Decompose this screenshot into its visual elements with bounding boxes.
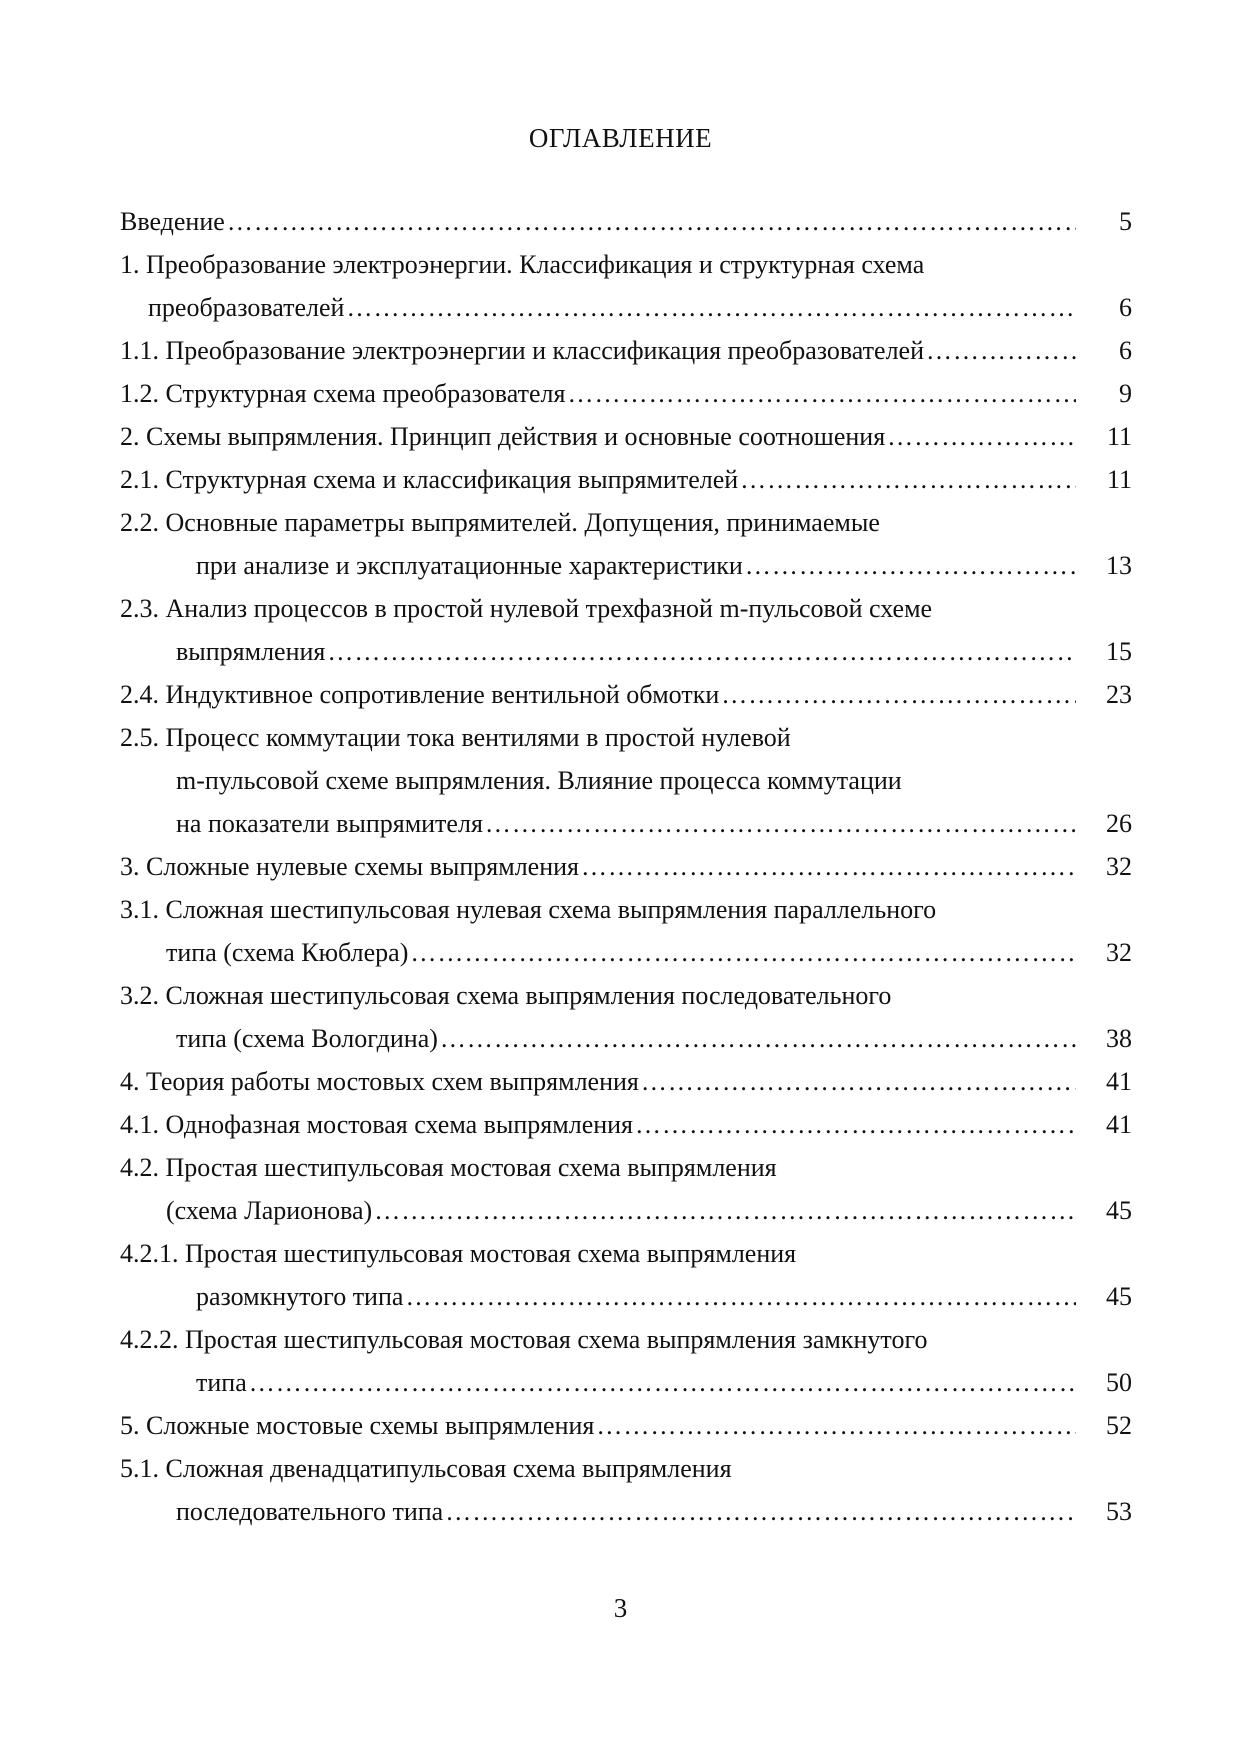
- toc-page-number: 32: [1106, 852, 1132, 881]
- toc-page-number: 45: [1106, 1282, 1132, 1311]
- dot-leader: [721, 673, 1076, 716]
- toc-entry-text: m-пульсовой схеме выпрямления. Влияние процесса коммутации: [176, 766, 902, 795]
- toc-entry-text: 3. Сложные нулевые схемы выпрямления: [120, 852, 580, 881]
- toc-entry-text: 3.1. Сложная шестипульсовая нулевая схема выпрямления параллельного: [120, 895, 937, 924]
- dot-leader: [374, 1189, 1076, 1232]
- toc-entry-2-2[interactable]: [120, 501, 1132, 587]
- dot-leader: [249, 1361, 1076, 1404]
- toc-page-number: 9: [1119, 379, 1132, 408]
- toc-page-number: 41: [1106, 1110, 1132, 1139]
- toc-entry-4-1[interactable]: [120, 1103, 1132, 1146]
- toc-entry-text: на показатели выпрямителя: [176, 809, 483, 838]
- toc-entry-text: 2.1. Структурная схема и классификация выпрямителей: [120, 465, 739, 494]
- toc-entry-2-5[interactable]: [120, 716, 1132, 845]
- toc-entry-text: 4.2. Простая шестипульсовая мостовая схема выпрямления: [120, 1153, 777, 1182]
- toc-entry-3-1[interactable]: [120, 888, 1132, 974]
- toc-entry-text: 5. Сложные мостовые схемы выпрямления: [120, 1411, 595, 1440]
- dot-leader: [926, 329, 1076, 372]
- dot-leader: [596, 1404, 1076, 1447]
- dot-leader: [227, 200, 1076, 243]
- toc-entry-5[interactable]: [120, 1404, 1132, 1447]
- toc-entry-text: 4.2.1. Простая шестипульсовая мостовая схема выпрямления: [120, 1239, 797, 1268]
- toc-entry-3[interactable]: [120, 845, 1132, 888]
- toc-entry-text: 4. Теория работы мостовых схем выпрямления: [120, 1067, 639, 1096]
- toc-entry-text: Введение: [120, 207, 225, 236]
- toc-entry-introduction[interactable]: [120, 200, 1132, 243]
- dot-leader: [635, 1103, 1076, 1146]
- toc-entry-text: 1. Преобразование электроэнергии. Классификация и структурная схема: [120, 250, 925, 279]
- toc-entry-text: 4.1. Однофазная мостовая схема выпрямления: [120, 1110, 634, 1139]
- toc-entry-text: (схема Ларионова): [166, 1196, 373, 1225]
- toc-page-number: 5: [1119, 207, 1132, 236]
- toc-entry-text: 2.4. Индуктивное сопротивление вентильной обмотки: [120, 680, 720, 709]
- dot-leader: [440, 1017, 1076, 1060]
- dot-leader: [581, 845, 1076, 888]
- dot-leader: [641, 1060, 1076, 1103]
- toc-entry-text: 4.2.2. Простая шестипульсовая мостовая схема выпрямления замкнутого: [120, 1325, 928, 1354]
- toc-entry-4[interactable]: [120, 1060, 1132, 1103]
- toc-entry-text: 2.2. Основные параметры выпрямителей. Допущения, принимаемые: [120, 508, 880, 537]
- toc-entry-text: 1.2. Структурная схема преобразователя: [120, 379, 566, 408]
- toc-entry-4-2-2[interactable]: [120, 1318, 1132, 1404]
- toc-entry-text: 2. Схемы выпрямления. Принцип действия и основные соотношения: [120, 422, 886, 451]
- toc-entry-text: разомкнутого типа: [196, 1282, 404, 1311]
- toc-page-number: 15: [1106, 637, 1132, 666]
- toc-page-number: 45: [1106, 1196, 1132, 1225]
- toc-page-number: 41: [1106, 1067, 1132, 1096]
- page-title: ОГЛАВЛЕНИЕ: [528, 123, 713, 153]
- toc-entry-text: 1.1. Преобразование электроэнергии и классификация преобразователей: [120, 336, 924, 365]
- toc-entry-text: 2.3. Анализ процессов в простой нулевой трехфазной m-пульсовой схеме: [120, 594, 933, 623]
- toc-page-number: 11: [1106, 465, 1132, 494]
- dot-leader: [740, 458, 1076, 501]
- toc-page-number: 11: [1106, 422, 1132, 451]
- toc-entry-text: 3.2. Сложная шестипульсовая схема выпрямления последовательного: [120, 981, 892, 1010]
- dot-leader: [485, 802, 1076, 845]
- toc-entry-2-1[interactable]: [120, 458, 1132, 501]
- toc-entry-3-2[interactable]: [120, 974, 1132, 1060]
- table-of-contents: [120, 200, 1132, 1533]
- toc-entry-4-2-1[interactable]: [120, 1232, 1132, 1318]
- toc-entry-text: типа (схема Кюблера): [166, 938, 409, 967]
- toc-entry-text: преобразователей: [148, 293, 345, 322]
- toc-page-number: 50: [1106, 1368, 1132, 1397]
- dot-leader: [567, 372, 1076, 415]
- toc-page-number: 6: [1119, 336, 1132, 365]
- toc-entry-4-2[interactable]: [120, 1146, 1132, 1232]
- toc-entry-text: последовательного типа: [176, 1497, 444, 1526]
- toc-entry-2-3[interactable]: [120, 587, 1132, 673]
- toc-page-number: 6: [1119, 293, 1132, 322]
- toc-entry-2-4[interactable]: [120, 673, 1132, 716]
- toc-entry-text: типа (схема Вологдина): [176, 1024, 438, 1053]
- toc-entry-1-2[interactable]: [120, 372, 1132, 415]
- toc-entry-1-1[interactable]: [120, 329, 1132, 372]
- toc-page-number: 38: [1106, 1024, 1132, 1053]
- toc-entry-text: 5.1. Сложная двенадцатипульсовая схема выпрямления: [120, 1454, 732, 1483]
- dot-leader: [887, 415, 1076, 458]
- dot-leader: [346, 286, 1076, 329]
- toc-entry-text: 2.5. Процесс коммутации тока вентилями в простой нулевой: [120, 723, 791, 752]
- toc-entry-text: типа: [196, 1368, 247, 1397]
- toc-page-number: 23: [1106, 680, 1132, 709]
- toc-page-number: 13: [1106, 551, 1132, 580]
- toc-entry-5-1[interactable]: [120, 1447, 1132, 1533]
- toc-entry-2[interactable]: [120, 415, 1132, 458]
- dot-leader: [745, 544, 1076, 587]
- toc-entry-1[interactable]: [120, 243, 1132, 329]
- toc-page-number: 26: [1106, 809, 1132, 838]
- dot-leader: [410, 931, 1076, 974]
- dot-leader: [327, 630, 1076, 673]
- toc-page-number: 52: [1106, 1411, 1132, 1440]
- page-number: 3: [613, 1593, 628, 1623]
- toc-page-number: 32: [1106, 938, 1132, 967]
- dot-leader: [405, 1275, 1076, 1318]
- toc-entry-text: при анализе и эксплуатационные характеристики: [196, 551, 743, 580]
- toc-entry-text: выпрямления: [176, 637, 326, 666]
- dot-leader: [445, 1490, 1076, 1533]
- toc-page-number: 53: [1106, 1497, 1132, 1526]
